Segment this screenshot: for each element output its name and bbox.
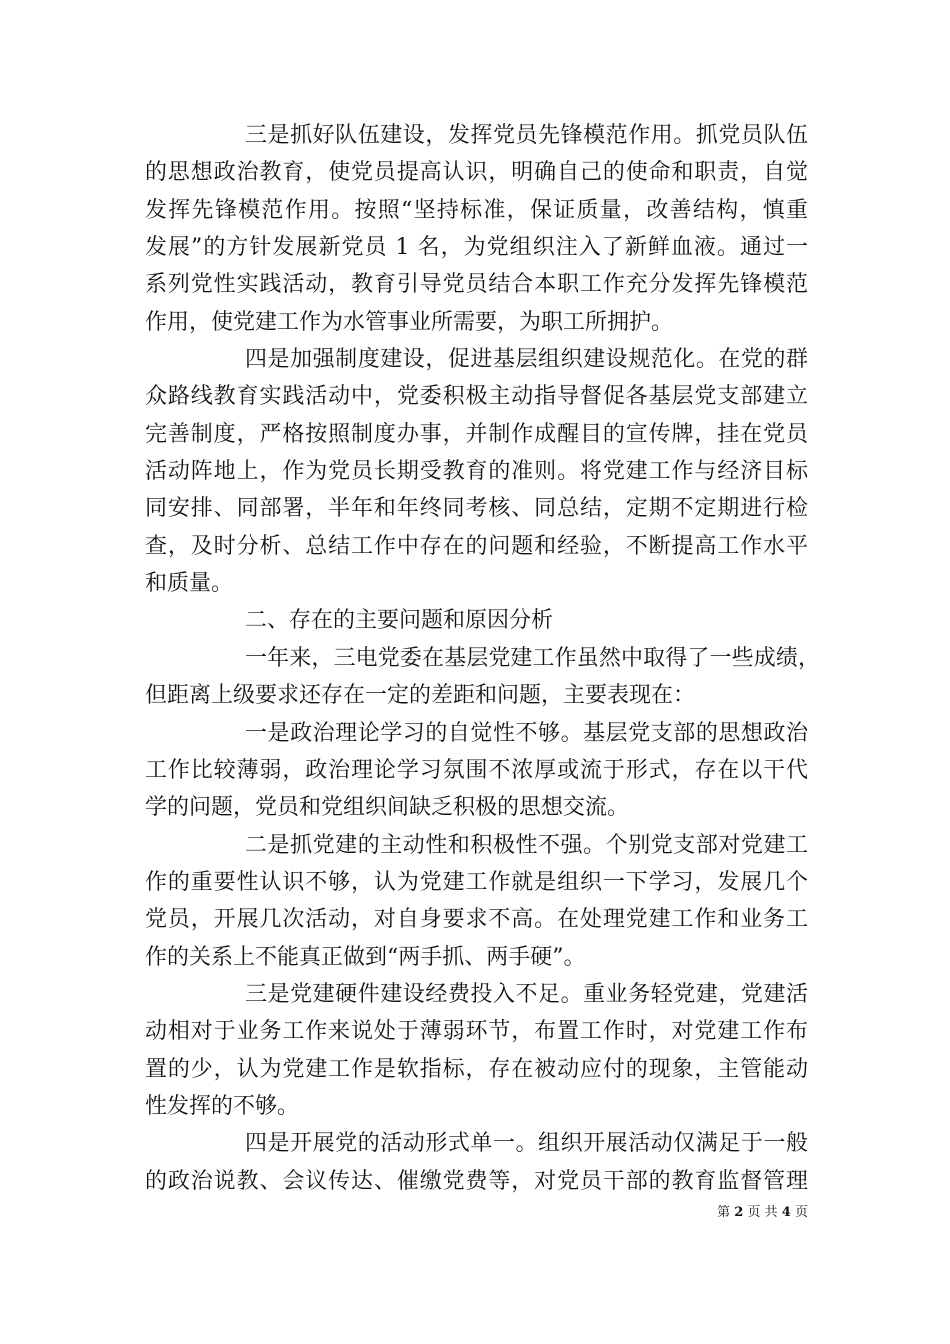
text-line: 四是加强制度建设，促进基层组织建设规范化。在党的群 <box>245 347 808 373</box>
text-line: 四是开展党的活动形式单一。组织开展活动仅满足于一般 <box>245 1131 808 1157</box>
text-line: 一是政治理论学习的自觉性不够。基层党支部的思想政治 <box>245 720 808 746</box>
text-line: 动相对于业务工作来说处于薄弱环节，布置工作时，对党建工作布 <box>145 1019 808 1045</box>
page-footer <box>717 1203 808 1223</box>
text-line: 活动阵地上，作为党员长期受教育的准则。将党建工作与经济目标 <box>145 459 808 485</box>
text-line: 查，及时分析、总结工作中存在的问题和经验，不断提高工作水平 <box>145 533 808 559</box>
text-line: 作用，使党建工作为水管事业所需要，为职工所拥护。 <box>145 309 674 335</box>
text-line: 同安排、同部署，半年和年终同考核、同总结，定期不定期进行检 <box>145 496 808 522</box>
text-line: 性发挥的不够。 <box>145 1093 300 1119</box>
text-line: 置的少，认为党建工作是软指标，存在被动应付的现象，主管能动 <box>145 1056 808 1082</box>
footer-total-label: 共 <box>764 1205 778 1220</box>
paragraph <box>145 341 808 602</box>
text-line: 完善制度，严格按照制度办事，并制作成醒目的宣传牌，挂在党员 <box>145 421 808 447</box>
text-line: 党员，开展几次活动，对自身要求不高。在处理党建工作和业务工 <box>145 907 808 933</box>
footer-total-pages: 4 <box>781 1205 791 1220</box>
section-heading <box>145 602 808 639</box>
text-line: 作的重要性认识不够，认为党建工作就是组织一下学习，发展几个 <box>145 869 808 895</box>
text-line: 的思想政治教育，使党员提高认识，明确自己的使命和职责，自觉 <box>145 160 808 186</box>
heading-line: 二、存在的主要问题和原因分析 <box>245 608 554 634</box>
text-line: 众路线教育实践活动中，党委积极主动指导督促各基层党支部建立 <box>145 384 808 410</box>
text-line: 发展”的方针发展新党员 1 名，为党组织注入了新鲜血液。通过一 <box>145 235 808 261</box>
text-line: 二是抓党建的主动性和积极性不强。个别党支部对党建工 <box>245 832 808 858</box>
paragraph <box>145 1125 808 1200</box>
paragraph <box>145 976 808 1125</box>
paragraph <box>145 827 808 976</box>
text-line: 系列党性实践活动，教育引导党员结合本职工作充分发挥先锋模范 <box>145 272 808 298</box>
text-line: 工作比较薄弱，政治理论学习氛围不浓厚或流于形式，存在以干代 <box>145 757 808 783</box>
text-line: 发挥先锋模范作用。按照“坚持标准，保证质量，改善结构，慎重 <box>145 197 808 223</box>
text-line: 学的问题，党员和党组织间缺乏积极的思想交流。 <box>145 795 630 821</box>
text-line: 作的关系上不能真正做到“两手抓、两手硬”。 <box>145 944 586 970</box>
footer-page-label: 第 <box>717 1205 731 1220</box>
text-line: 的政治说教、会议传达、催缴党费等，对党员干部的教育监督管理 <box>145 1168 808 1194</box>
document-body <box>145 117 820 1200</box>
paragraph <box>145 117 808 341</box>
footer-page-unit: 页 <box>747 1205 761 1220</box>
text-line: 三是抓好队伍建设，发挥党员先锋模范作用。抓党员队伍 <box>245 123 808 148</box>
paragraph <box>145 715 808 827</box>
text-line: 但距离上级要求还存在一定的差距和问题，主要表现在： <box>145 683 696 709</box>
paragraph <box>145 640 820 715</box>
text-line: 三是党建硬件建设经费投入不足。重业务轻党建，党建活 <box>245 981 808 1007</box>
footer-current-page: 2 <box>734 1205 744 1220</box>
text-line: 一年来，三电党委在基层党建工作虽然中取得了一些成绩， <box>245 645 820 671</box>
footer-total-unit: 页 <box>794 1205 808 1220</box>
text-line: 和质量。 <box>145 571 234 597</box>
